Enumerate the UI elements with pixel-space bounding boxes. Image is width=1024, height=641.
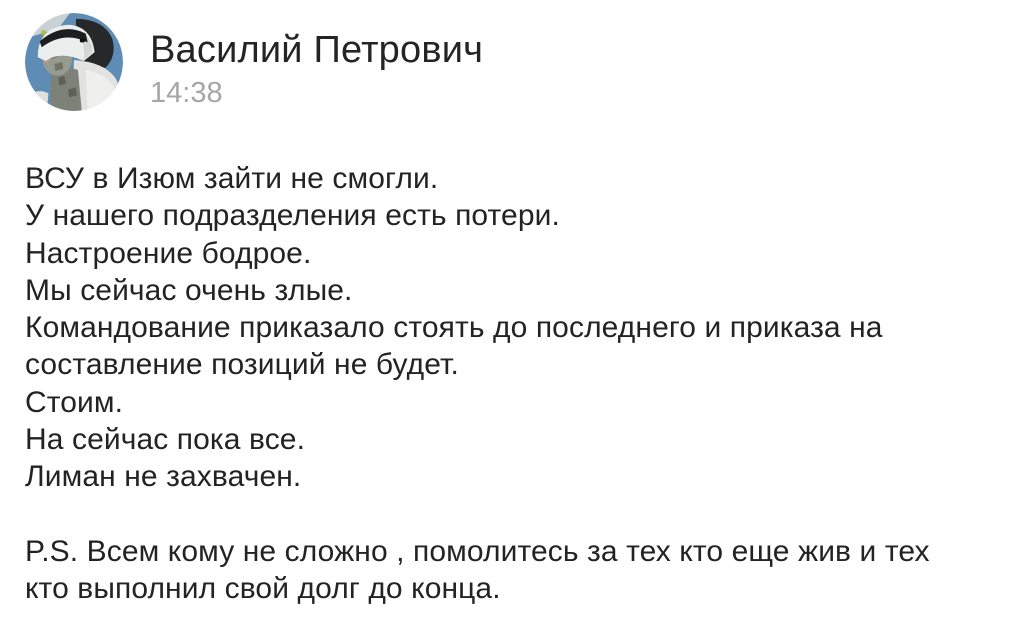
author-name[interactable]: Василий Петрович [150, 29, 484, 71]
message-line: Стоим. [25, 385, 124, 419]
message-line [25, 496, 1004, 533]
message-line: У нашего подразделения есть потери. [25, 199, 560, 233]
avatar[interactable] [25, 13, 123, 111]
message-text [25, 160, 1004, 608]
message-line: P.S. Всем кому не сложно , помолитесь за тех кто еще жив и тех [25, 534, 930, 568]
message-line: Мы сейчас очень злые. [25, 273, 353, 307]
message-line: составление позиций не будет. [25, 348, 459, 382]
message-line: кто выполнил свой долг до конца. [25, 572, 501, 606]
post-timestamp: 14:38 [150, 77, 223, 109]
message-line: Лиман не захвачен. [25, 460, 302, 494]
message-line: Настроение бодрое. [25, 236, 312, 270]
message-line: Командование приказало стоять до последнего и приказа на [25, 311, 883, 345]
message-line: ВСУ в Изюм зайти не смогли. [25, 162, 439, 195]
message-line: На сейчас пока все. [25, 423, 306, 457]
soldier-helmet-avatar-icon [25, 13, 123, 111]
